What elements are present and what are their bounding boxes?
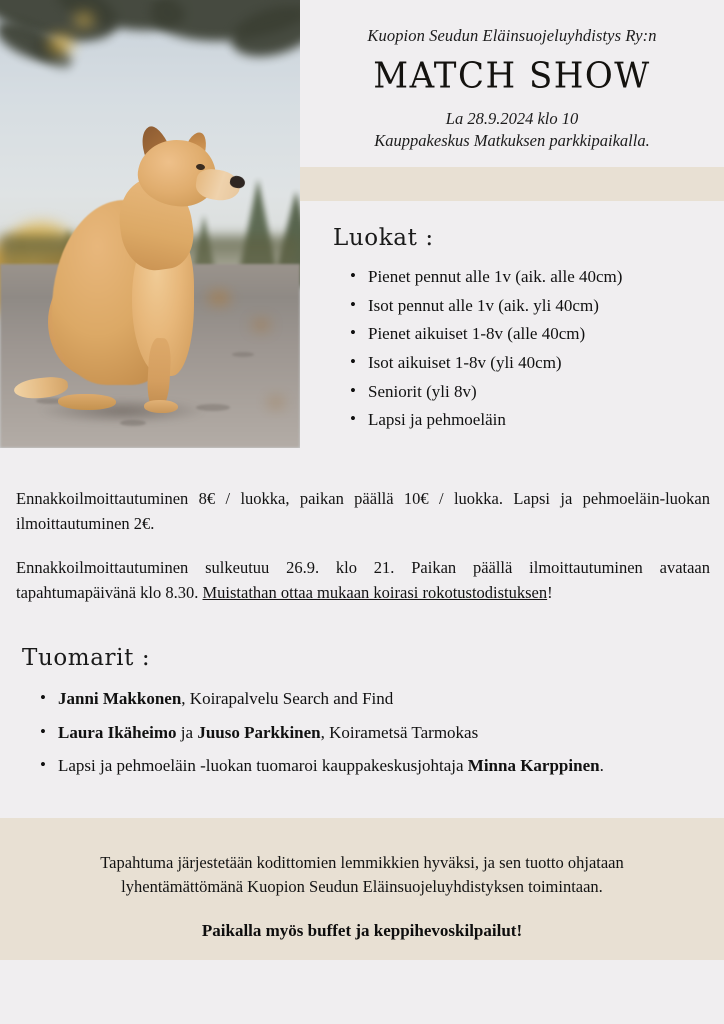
fees-paragraph: Ennakkoilmoittautuminen 8€ / luokka, paikan päällä 10€ / luokka. Lapsi ja pehmoeläin-luokan ilmoittautuminen 2€. (16, 489, 710, 533)
registration-paragraph (16, 556, 710, 606)
event-datetime (300, 108, 724, 153)
classes-list (350, 265, 724, 433)
list-item: • Isot pennut alle 1v (aik. yli 40cm) (350, 294, 724, 319)
judge-suffix: . (599, 756, 604, 776)
footer-highlight: Paikalla myös buffet ja keppihevoskilpailut! (201, 920, 523, 940)
registration-text: Ennakkoilmoittautuminen sulkeutuu 26.9. klo 21. Paikan päällä ilmoittautuminen avataan tapahtumapäivänä klo 8.30. (16, 558, 710, 602)
judge-role-prefix: Lapsi ja pehmoeläin -luokan tuomaroi kauppakeskusjohtaja (58, 756, 468, 776)
vaccination-note: Muistathan ottaa mukaan koirasi rokotustodistuksen (202, 582, 548, 602)
list-item: • Pienet aikuiset 1-8v (alle 40cm) (350, 322, 724, 347)
judges-section (22, 645, 712, 788)
autumn-leaf-blur (74, 12, 94, 28)
judge-name: Janni Makkonen (58, 689, 182, 708)
dog-front-foot (144, 400, 178, 413)
judge-name: Laura Ikäheimo (58, 722, 177, 742)
judges-list (40, 687, 712, 779)
list-item (40, 687, 712, 712)
registration-exclamation: ! (547, 582, 553, 602)
charity-text: Tapahtuma järjestetään kodittomien lemmikkien hyväksi, ja sen tuotto ohjataan lyhentämättömänä Kuopion Seudun Eläinsuojeluyhdistyksen toimintaan. (100, 853, 624, 896)
poster-title: MATCH SHOW (373, 55, 651, 97)
list-item: • Pienet pennut alle 1v (aik. alle 40cm) (350, 265, 724, 290)
dog-photo (0, 0, 300, 448)
poster-header (300, 0, 724, 153)
list-item: • Lapsi ja pehmoeläin (350, 408, 724, 433)
judge-affiliation: , Koirametsä Tarmokas (320, 722, 479, 742)
judge-name-secondary: Juuso Parkkinen (197, 722, 321, 742)
judge-conjunction: ja (176, 722, 198, 742)
dog-back-foot (58, 394, 116, 410)
judge-name: Minna Karppinen (467, 756, 600, 776)
dog-figure (0, 148, 300, 448)
autumn-leaf-blur (48, 34, 74, 54)
judge-affiliation: , Koirapalvelu Search and Find (181, 689, 394, 708)
list-item: • Seniorit (yli 8v) (350, 380, 724, 405)
organizer-name: Kuopion Seudun Eläinsuojeluyhdistys Ry:n (367, 26, 657, 45)
event-place: Kauppakeskus Matkuksen parkkipaikalla. (374, 131, 650, 151)
list-item: • Isot aikuiset 1-8v (yli 40cm) (350, 351, 724, 376)
classes-section (300, 225, 724, 437)
classes-heading: Luokat : (333, 225, 434, 251)
judges-heading: Tuomarit : (22, 645, 151, 671)
list-item (40, 721, 712, 746)
beige-band-top (300, 167, 724, 201)
poster-footer (0, 818, 724, 960)
list-item (40, 754, 712, 779)
event-date: La 28.9.2024 klo 10 (445, 109, 579, 128)
